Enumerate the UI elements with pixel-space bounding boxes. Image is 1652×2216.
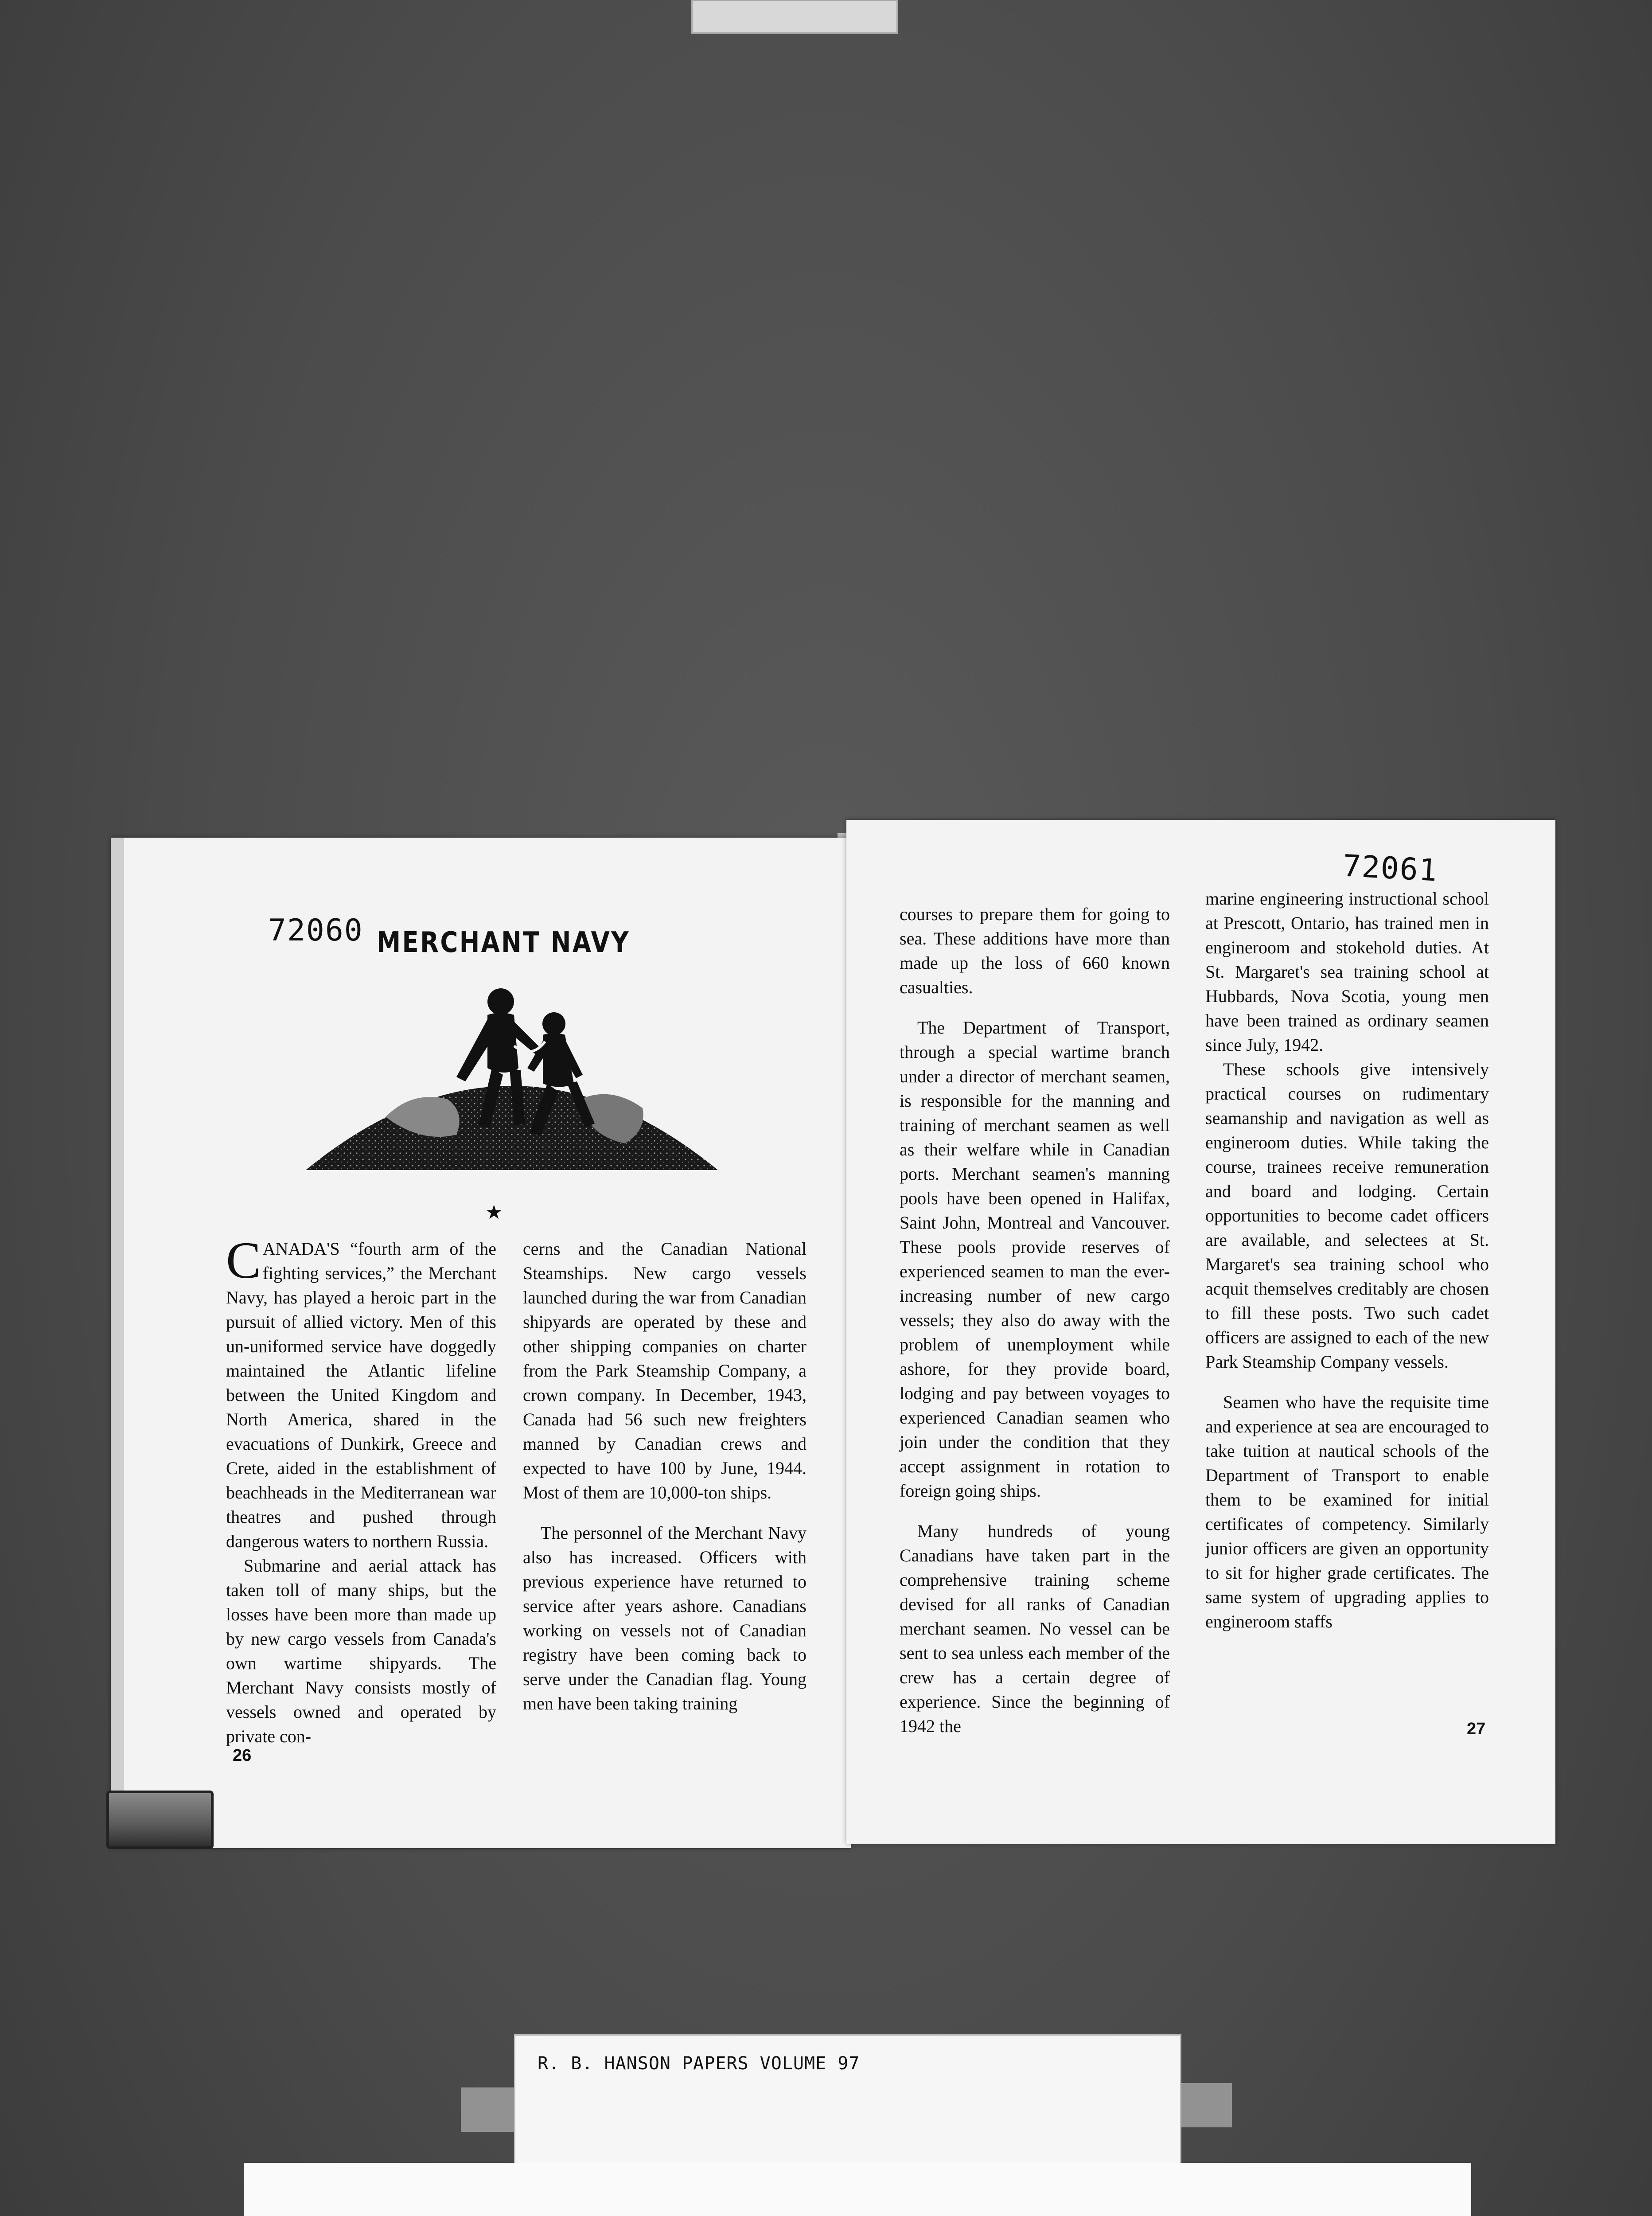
right-column-1 bbox=[900, 902, 1170, 1738]
right-col2-paragraph-2: These schools give intensively practical courses on rudimentary seamanship and navigation as well as engineroom duties. While taking the course, trainees receive remuneration and board and lodging. Certain opportunities to become cadet officers are available, and selectees at St. Margaret's sea training school who acquit themselves creditably are chosen to fill these posts. Two such cadet officers are assigned to each of the new Park Steamship Company vessels. bbox=[1205, 1059, 1489, 1372]
left-column-1 bbox=[226, 1231, 496, 1748]
right-col1-paragraph-3: Many hundreds of young Canadians have taken part in the comprehensive training scheme devised for all ranks of Canadian merchant seamen. No vessel can be sent to sea unless each member of the crew has a certain degree of experience. Since the beginning of 1942 the bbox=[900, 1521, 1170, 1736]
right-col1-paragraph-1: courses to prepare them for going to sea. These additions have more than made up the loss of 660 known casualties. bbox=[900, 904, 1170, 997]
left-stamp-number: 72060 bbox=[268, 913, 363, 948]
left-col2-paragraph-1: cerns and the Canadian National Steamships. New cargo vessels launched during the war from Canadian shipyards are operated by these and other shipping companies on charter from the Park Steamship Company, a crown company. In December, 1943, Canada had 56 such new freighters manned by Canadian crews and expected to have 100 by June, 1944. Most of them are 10,000-ton ships. bbox=[523, 1239, 807, 1502]
volume-label-card bbox=[514, 2034, 1181, 2170]
right-column-2 bbox=[1205, 886, 1489, 1634]
open-booklet bbox=[93, 820, 1555, 1857]
right-col2-paragraph-3: Seamen who have the requisite time and experience at sea are encouraged to take tuition at nautical schools of the Department of Transport to enable them to be examined for initial certificates of competency. Similarly junior officers are given an opportunity to sit for higher grade certificates. The same system of upgrading applies to engineroom staffs bbox=[1205, 1392, 1489, 1631]
right-col2-paragraph-1: marine engineering instructional school at Prescott, Ontario, has trained men in engineroom and stokehold duties. At St. Margaret's sea training school at Hubbards, Nova Scotia, young men have been trained as ordinary seamen since July, 1942. bbox=[1205, 889, 1489, 1055]
left-col1-paragraph-2: Submarine and aerial attack has taken toll of many ships, but the losses have been more than made up by new cargo vessels from Canada's own wartime shipyards. The Merchant Navy consists mostly of vessels owned and operated by private con- bbox=[226, 1556, 496, 1746]
volume-label-text: R. B. HANSON PAPERS VOLUME 97 bbox=[538, 2053, 860, 2074]
left-col2-paragraph-2: The personnel of the Merchant Navy also has increased. Officers with previous experience have returned to service after years ashore. Canadians working on vessels not of Canadian registry have been coming back to serve under the Canadian flag. Young men have been taking training bbox=[523, 1523, 807, 1713]
left-column-2 bbox=[523, 1237, 807, 1716]
right-col1-paragraph-2: The Department of Transport, through a special wartime branch under a director of merchant seamen, is responsible for the manning and training of merchant seamen as well as their welfare while in Canadian ports. Merchant seamen's manning pools have been opened in Halifax, Saint John, Montreal and Vancouver. These pools provide reserves of experienced seamen to man the ever-increasing number of new cargo vessels; they also do away with the problem of unemployment while ashore, for they provide board, lodging and pay between voyages to experienced Canadian seamen who join under the condition that they accept assignment in rotation to foreign going ships. bbox=[900, 1018, 1170, 1501]
page-title: MERCHANT NAVY bbox=[377, 926, 630, 959]
drop-cap: C bbox=[226, 1231, 261, 1289]
public-archives-card bbox=[244, 2163, 1471, 2216]
left-col1-paragraph-1: CANADA'S “fourth arm of the fighting services,” the Merchant Navy, has played a heroic part in the pursuit of allied victory. Men of this un-uniformed service have doggedly maintained the Atlantic lifeline between the United Kingdom and North America, shared in the evacuations of Dunkirk, Greece and Crete, aided in the establishment of beachheads in the Mediterranean war theatres and pushed through dangerous waters to northern Russia. bbox=[226, 1231, 496, 1551]
right-stamp-number: 72061 bbox=[1342, 848, 1439, 889]
sailors-on-globe-illustration bbox=[306, 984, 718, 1170]
tape-left bbox=[461, 2087, 523, 2132]
top-tab bbox=[691, 0, 898, 34]
left-page bbox=[111, 838, 851, 1848]
left-page-number: 26 bbox=[233, 1746, 252, 1765]
right-page bbox=[846, 820, 1555, 1844]
binder-clip bbox=[106, 1791, 214, 1849]
section-star: ★ bbox=[485, 1201, 503, 1224]
right-page-number: 27 bbox=[1467, 1720, 1486, 1738]
